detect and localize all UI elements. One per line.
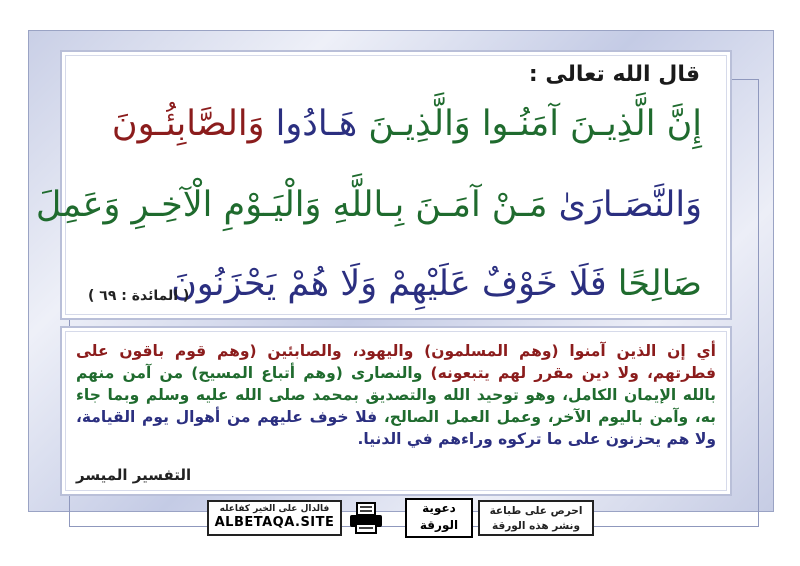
- dawah-logo: [405, 498, 473, 538]
- verse-segment: فَلَا خَوْفٌ عَلَيْهِمْ وَلَا هُمْ يَحْزَنُونَ: [171, 264, 618, 304]
- verse-segment: وَالصَّابِئُـونَ: [111, 104, 276, 144]
- site-badge[interactable]: [207, 500, 342, 536]
- logo-line-1: دعوية: [422, 501, 456, 515]
- site-url[interactable]: ALBETAQA.SITE: [214, 515, 335, 530]
- tafsir-segment: فلا خوف عليهم من أهوال يوم القيامة، ولا هم يحزنون على ما تركوه وراءهم في الدنيا.: [76, 408, 716, 448]
- verse-panel: [35, 50, 732, 320]
- verse-reference: ( المائدة : ٦٩ ): [88, 288, 190, 304]
- tafsir-segment: أي إن الذين آمنوا (وهم المسلمون) واليهود، والصابئين (وهم قوم باقون على فطرتهم، ولا دين مقرر لهم يتبعونه): [76, 342, 716, 382]
- verse-segment: وَالَّذِيـنَ: [357, 104, 482, 144]
- verse-line-1: [82, 104, 702, 144]
- logo-line-2: الورقة: [419, 518, 459, 532]
- verse-segment: إِنَّ الَّذِيـنَ آمَنُـوا: [481, 104, 702, 144]
- print-reminder: [478, 500, 594, 536]
- verse-line-2: [35, 185, 702, 225]
- print-line-1: احرص على طباعة: [489, 505, 583, 517]
- tafsir-panel: [60, 326, 732, 496]
- verse-intro: قال الله تعالى :: [528, 62, 700, 87]
- tafsir-segment: والنصارى (وهم أتباع المسيح) من آمن منهم بالله الإيمان الكامل، وهو توحيد الله والتصديق بمحمد صلى الله عليه وسلم وبما جاء به، وآمن باليوم الآخر، وعمل العمل الصالح،: [76, 364, 717, 426]
- verse-segment: هَـادُوا: [275, 104, 358, 144]
- verse-segment: مَـنْ آمَـنَ بِـاللَّهِ وَالْيَـوْمِ الْآخِـرِ وَعَمِلَ: [35, 185, 559, 225]
- tafsir-source: التفسير الميسر: [76, 466, 192, 484]
- verse-segment: صَالِحًا: [617, 264, 702, 304]
- printer-icon: [348, 502, 384, 534]
- verse-segment: وَالنَّصَـارَىٰ: [558, 185, 702, 225]
- footer: [0, 498, 800, 538]
- tafsir-text: [76, 340, 716, 450]
- site-tagline: فالدال على الخير كفاعله: [219, 504, 330, 514]
- print-line-2: ونشر هذه الورقة: [492, 520, 580, 532]
